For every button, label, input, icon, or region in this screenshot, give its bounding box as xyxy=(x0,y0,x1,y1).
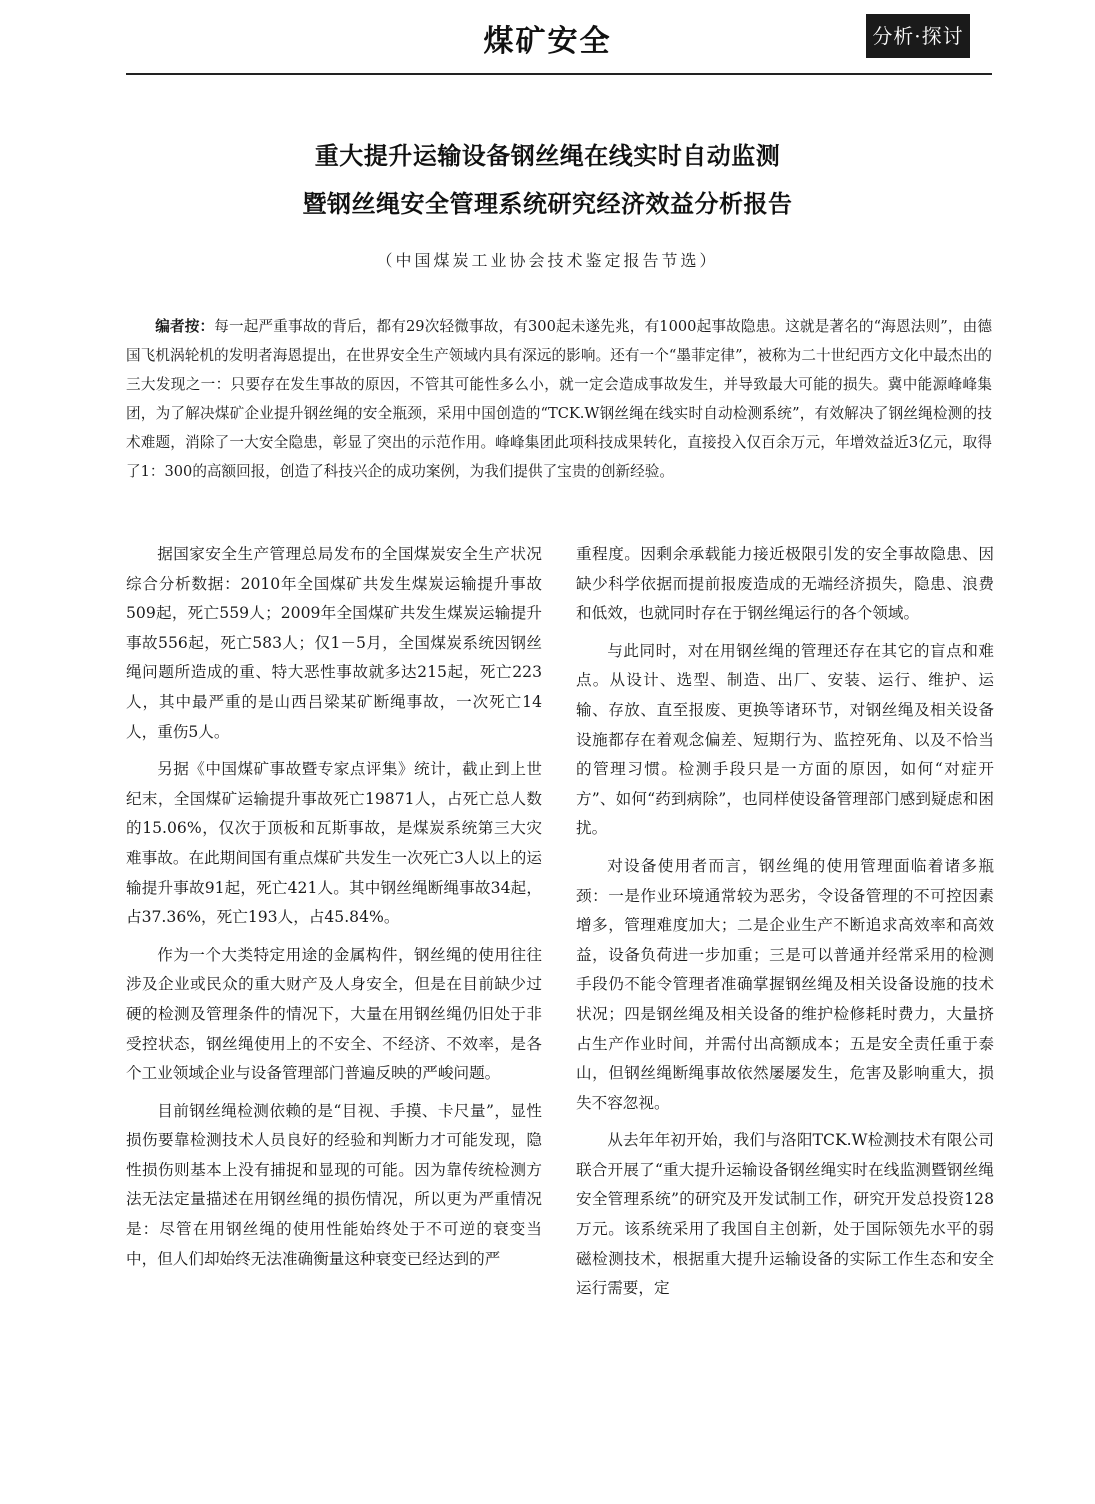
body-paragraph-continued: 重程度。因剩余承载能力接近极限引发的安全事故隐患、因缺少科学依据而提前报废造成的无端经济损失，隐患、浪费和低效，也就同时存在于钢丝绳运行的各个领域。 xyxy=(576,545,994,623)
body-paragraph: 与此同时，对在用钢丝绳的管理还存在其它的盲点和难点。从设计、选型、制造、出厂、安装、运行、维护、运输、存放、直至报废、更换等诸环节，对钢丝绳及相关设备设施都存在着观念偏差、短期行为、监控死角、以及不恰当的管理习惯。检测手段只是一方面的原因，如何“对症开方”、如何“药到病除”，也同样使设备管理部门感到疑虑和困扰。 xyxy=(576,641,994,838)
body-paragraph: 从去年年初开始，我们与洛阳TCK.W检测技术有限公司联合开展了“重大提升运输设备钢丝绳实时在线监测暨钢丝绳安全管理系统”的研究及开发试制工作，研究开发总投资128万元。该系统采用了我国自主创新，处于国际领先水平的弱磁检测技术，根据重大提升运输设备的实际工作生态和安全运行需要，定 xyxy=(576,1131,994,1298)
article-title-line-2: 暨钢丝绳安全管理系统研究经济效益分析报告 xyxy=(302,190,793,218)
body-paragraph: 据国家安全生产管理总局发布的全国煤炭安全生产状况综合分析数据：2010年全国煤矿共发生煤炭运输提升事故509起，死亡559人；2009年全国煤矿共发生煤炭运输提升事故556起，死亡583人；仅1－5月，全国煤炭系统因钢丝绳问题所造成的重、特大恶性事故就多达215起，死亡223人，其中最严重的是山西吕梁某矿断绳事故，一次死亡14人，重伤5人。 xyxy=(126,545,542,741)
article-subtitle: （中国煤炭工业协会技术鉴定报告节选） xyxy=(376,251,719,270)
article-title-block xyxy=(0,132,1095,271)
header-divider xyxy=(126,73,992,75)
editor-note-label: 编者按： xyxy=(155,318,215,335)
editor-note xyxy=(126,312,992,486)
body-column-left xyxy=(126,540,542,1282)
body-paragraph: 对设备使用者而言，钢丝绳的使用管理面临着诸多瓶颈：一是作业环境通常较为恶劣，令设备管理的不可控因素增多，管理难度加大；二是企业生产不断追求高效率和高效益，设备负荷进一步加重；三是可以普通并经常采用的检测手段仍不能令管理者准确掌握钢丝绳及相关设备设施的技术状况；四是钢丝绳及相关设备的维护检修耗时费力，大量挤占生产作业时间，并需付出高额成本；五是安全责任重于泰山，但钢丝绳断绳事故依然屡屡发生，危害及影响重大，损失不容忽视。 xyxy=(576,856,994,1112)
article-title-line-1: 重大提升运输设备钢丝绳在线实时自动监测 xyxy=(314,142,781,170)
body-paragraph: 作为一个大类特定用途的金属构件，钢丝绳的使用往往涉及企业或民众的重大财产及人身安全，但是在目前缺少过硬的检测及管理条件的情况下，大量在用钢丝绳仍旧处于非受控状态，钢丝绳使用上的不安全、不经济、不效率，是各个工业领域企业与设备管理部门普遍反映的严峻问题。 xyxy=(126,945,542,1083)
editor-note-text: 每一起严重事故的背后，都有29次轻微事故，有300起未遂先兆，有1000起事故隐患。这就是著名的“海恩法则”，由德国飞机涡轮机的发明者海恩提出，在世界安全生产领域内具有深远的影响。还有一个“墨菲定律”，被称为二十世纪西方文化中最杰出的三大发现之一：只要存在发生事故的原因，不管其可能性多么小，就一定会造成事故发生，并导致最大可能的损失。冀中能源峰峰集团，为了解决煤矿企业提升钢丝绳的安全瓶颈，采用中国创造的“TCK.W钢丝绳在线实时自动检测系统”，有效解决了钢丝绳检测的技术难题，消除了一大安全隐患，彰显了突出的示范作用。峰峰集团此项科技成果转化，直接投入仅百余万元，年增效益近3亿元，取得了1：300的高额回报，创造了科技兴企的成功案例，为我们提供了宝贵的创新经验。 xyxy=(126,318,992,480)
section-badge: 分析·探讨 xyxy=(866,14,970,58)
body-paragraph: 目前钢丝绳检测依赖的是“目视、手摸、卡尺量”，显性损伤要靠检测技术人员良好的经验和判断力才可能发现，隐性损伤则基本上没有捕捉和显现的可能。因为靠传统检测方法无法定量描述在用钢丝绳的损伤情况，所以更为严重情况是：尽管在用钢丝绳的使用性能始终处于不可逆的衰变当中，但人们却始终无法准确衡量这种衰变已经达到的严 xyxy=(126,1101,542,1268)
body-paragraph: 另据《中国煤矿事故暨专家点评集》统计，截止到上世纪末，全国煤矿运输提升事故死亡19871人，占死亡总人数的15.06%，仅次于顶板和瓦斯事故，是煤炭系统第三大灾难事故。在此期间国有重点煤矿共发生一次死亡3人以上的运输提升事故91起，死亡421人。其中钢丝绳断绳事故34起，占37.36%，死亡193人，占45.84%。 xyxy=(126,760,542,927)
body-column-right xyxy=(576,540,994,1312)
journal-title: 煤矿安全 xyxy=(483,24,612,59)
